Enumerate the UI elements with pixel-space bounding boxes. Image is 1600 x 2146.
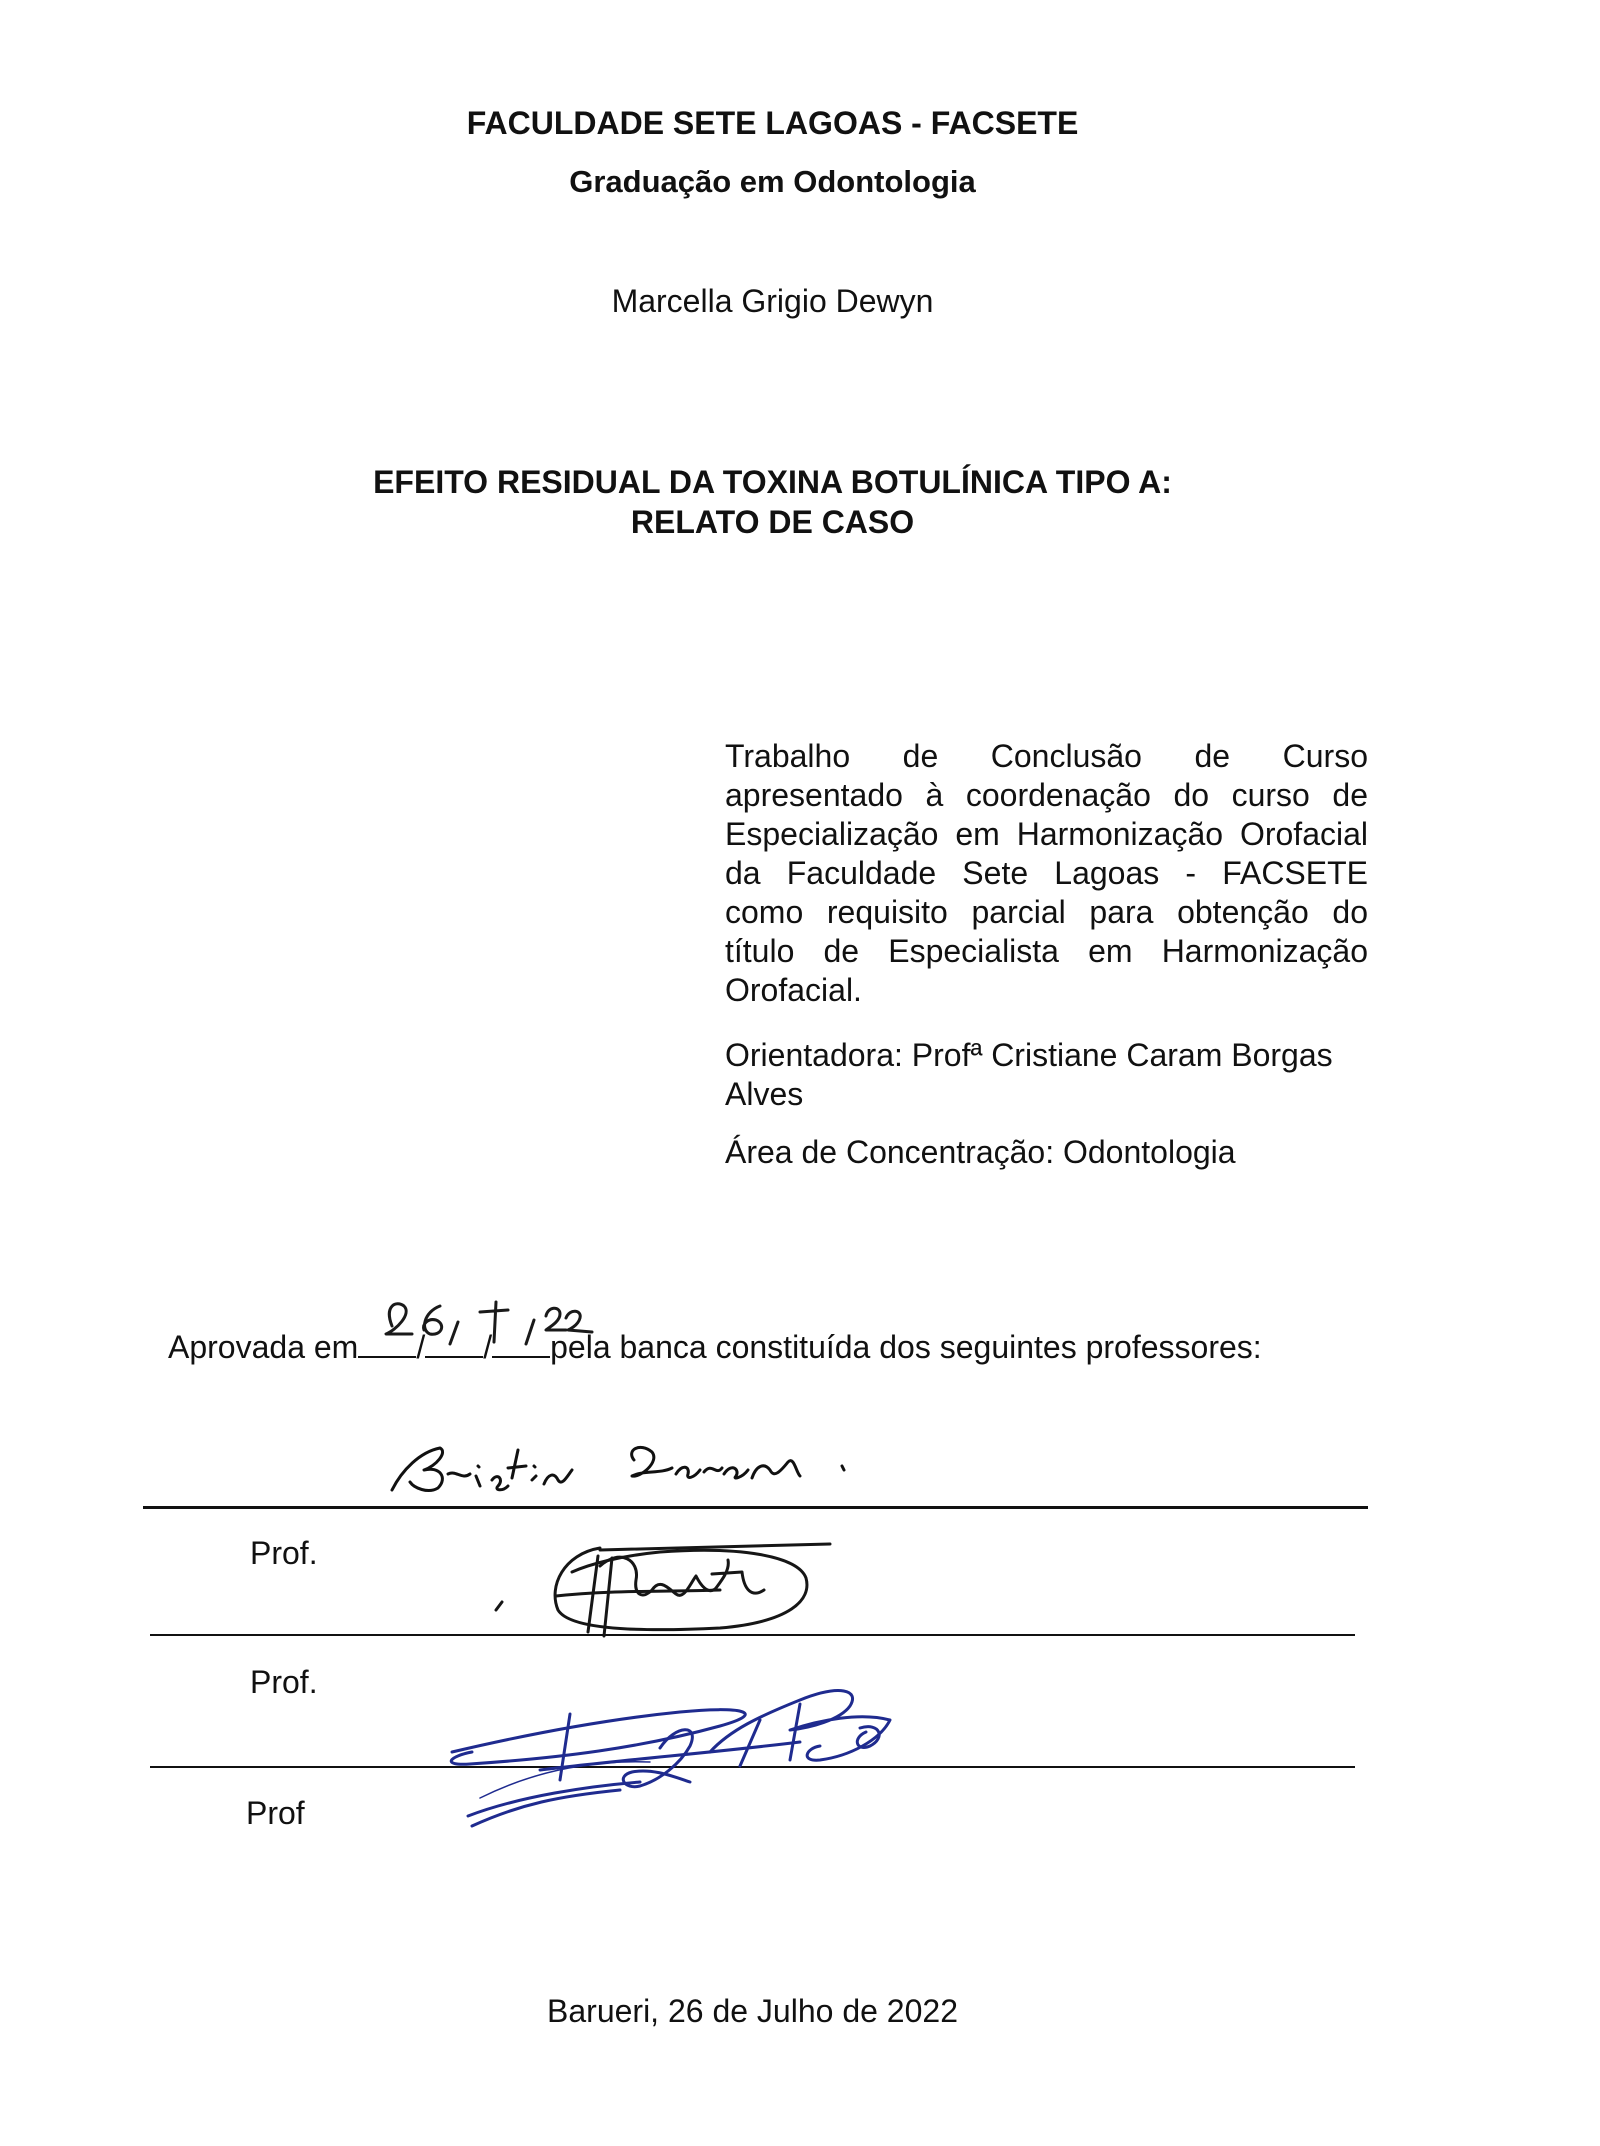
thesis-description: Trabalho de Conclusão de Curso apresentado à coordenação do curso de Especialização em Harmonização Orofacial da Faculdade Sete Lagoas - FACSETE como requisito parcial para obtenção do título de Especialista em Harmonização Orofacial. (725, 738, 1368, 1008)
handwritten-approval-date (386, 1302, 592, 1344)
examiner-label-1: Prof. (250, 1535, 318, 1571)
concentration-area: Área de Concentração: Odontologia (725, 1134, 1236, 1170)
approval-suffix: pela banca constituída dos seguintes professores: (550, 1329, 1262, 1365)
thesis-title-line1: EFEITO RESIDUAL DA TOXINA BOTULÍNICA TIPO A: (373, 464, 1172, 500)
approval-statement: Aprovada em / / pela banca constituída dos seguintes professores: (168, 1329, 1262, 1365)
author-name: Marcella Grigio Dewyn (611, 283, 934, 319)
examiner-label-3: Prof (246, 1795, 305, 1831)
approval-prefix: Aprovada em (168, 1329, 359, 1365)
advisor: Orientadora: Profª Cristiane Caram Borgas Alves (725, 1037, 1333, 1112)
signature-2 (496, 1544, 830, 1636)
place-and-date: Barueri, 26 de Julho de 2022 (547, 1993, 958, 2029)
examiner-label-2: Prof. (250, 1664, 318, 1700)
signature-3 (451, 1691, 890, 1826)
signature-1 (392, 1447, 844, 1490)
institution-name: FACULDADE SETE LAGOAS - FACSETE (466, 105, 1079, 141)
thesis-title-line2: RELATO DE CASO (630, 504, 915, 540)
course-name: Graduação em Odontologia (569, 164, 976, 199)
